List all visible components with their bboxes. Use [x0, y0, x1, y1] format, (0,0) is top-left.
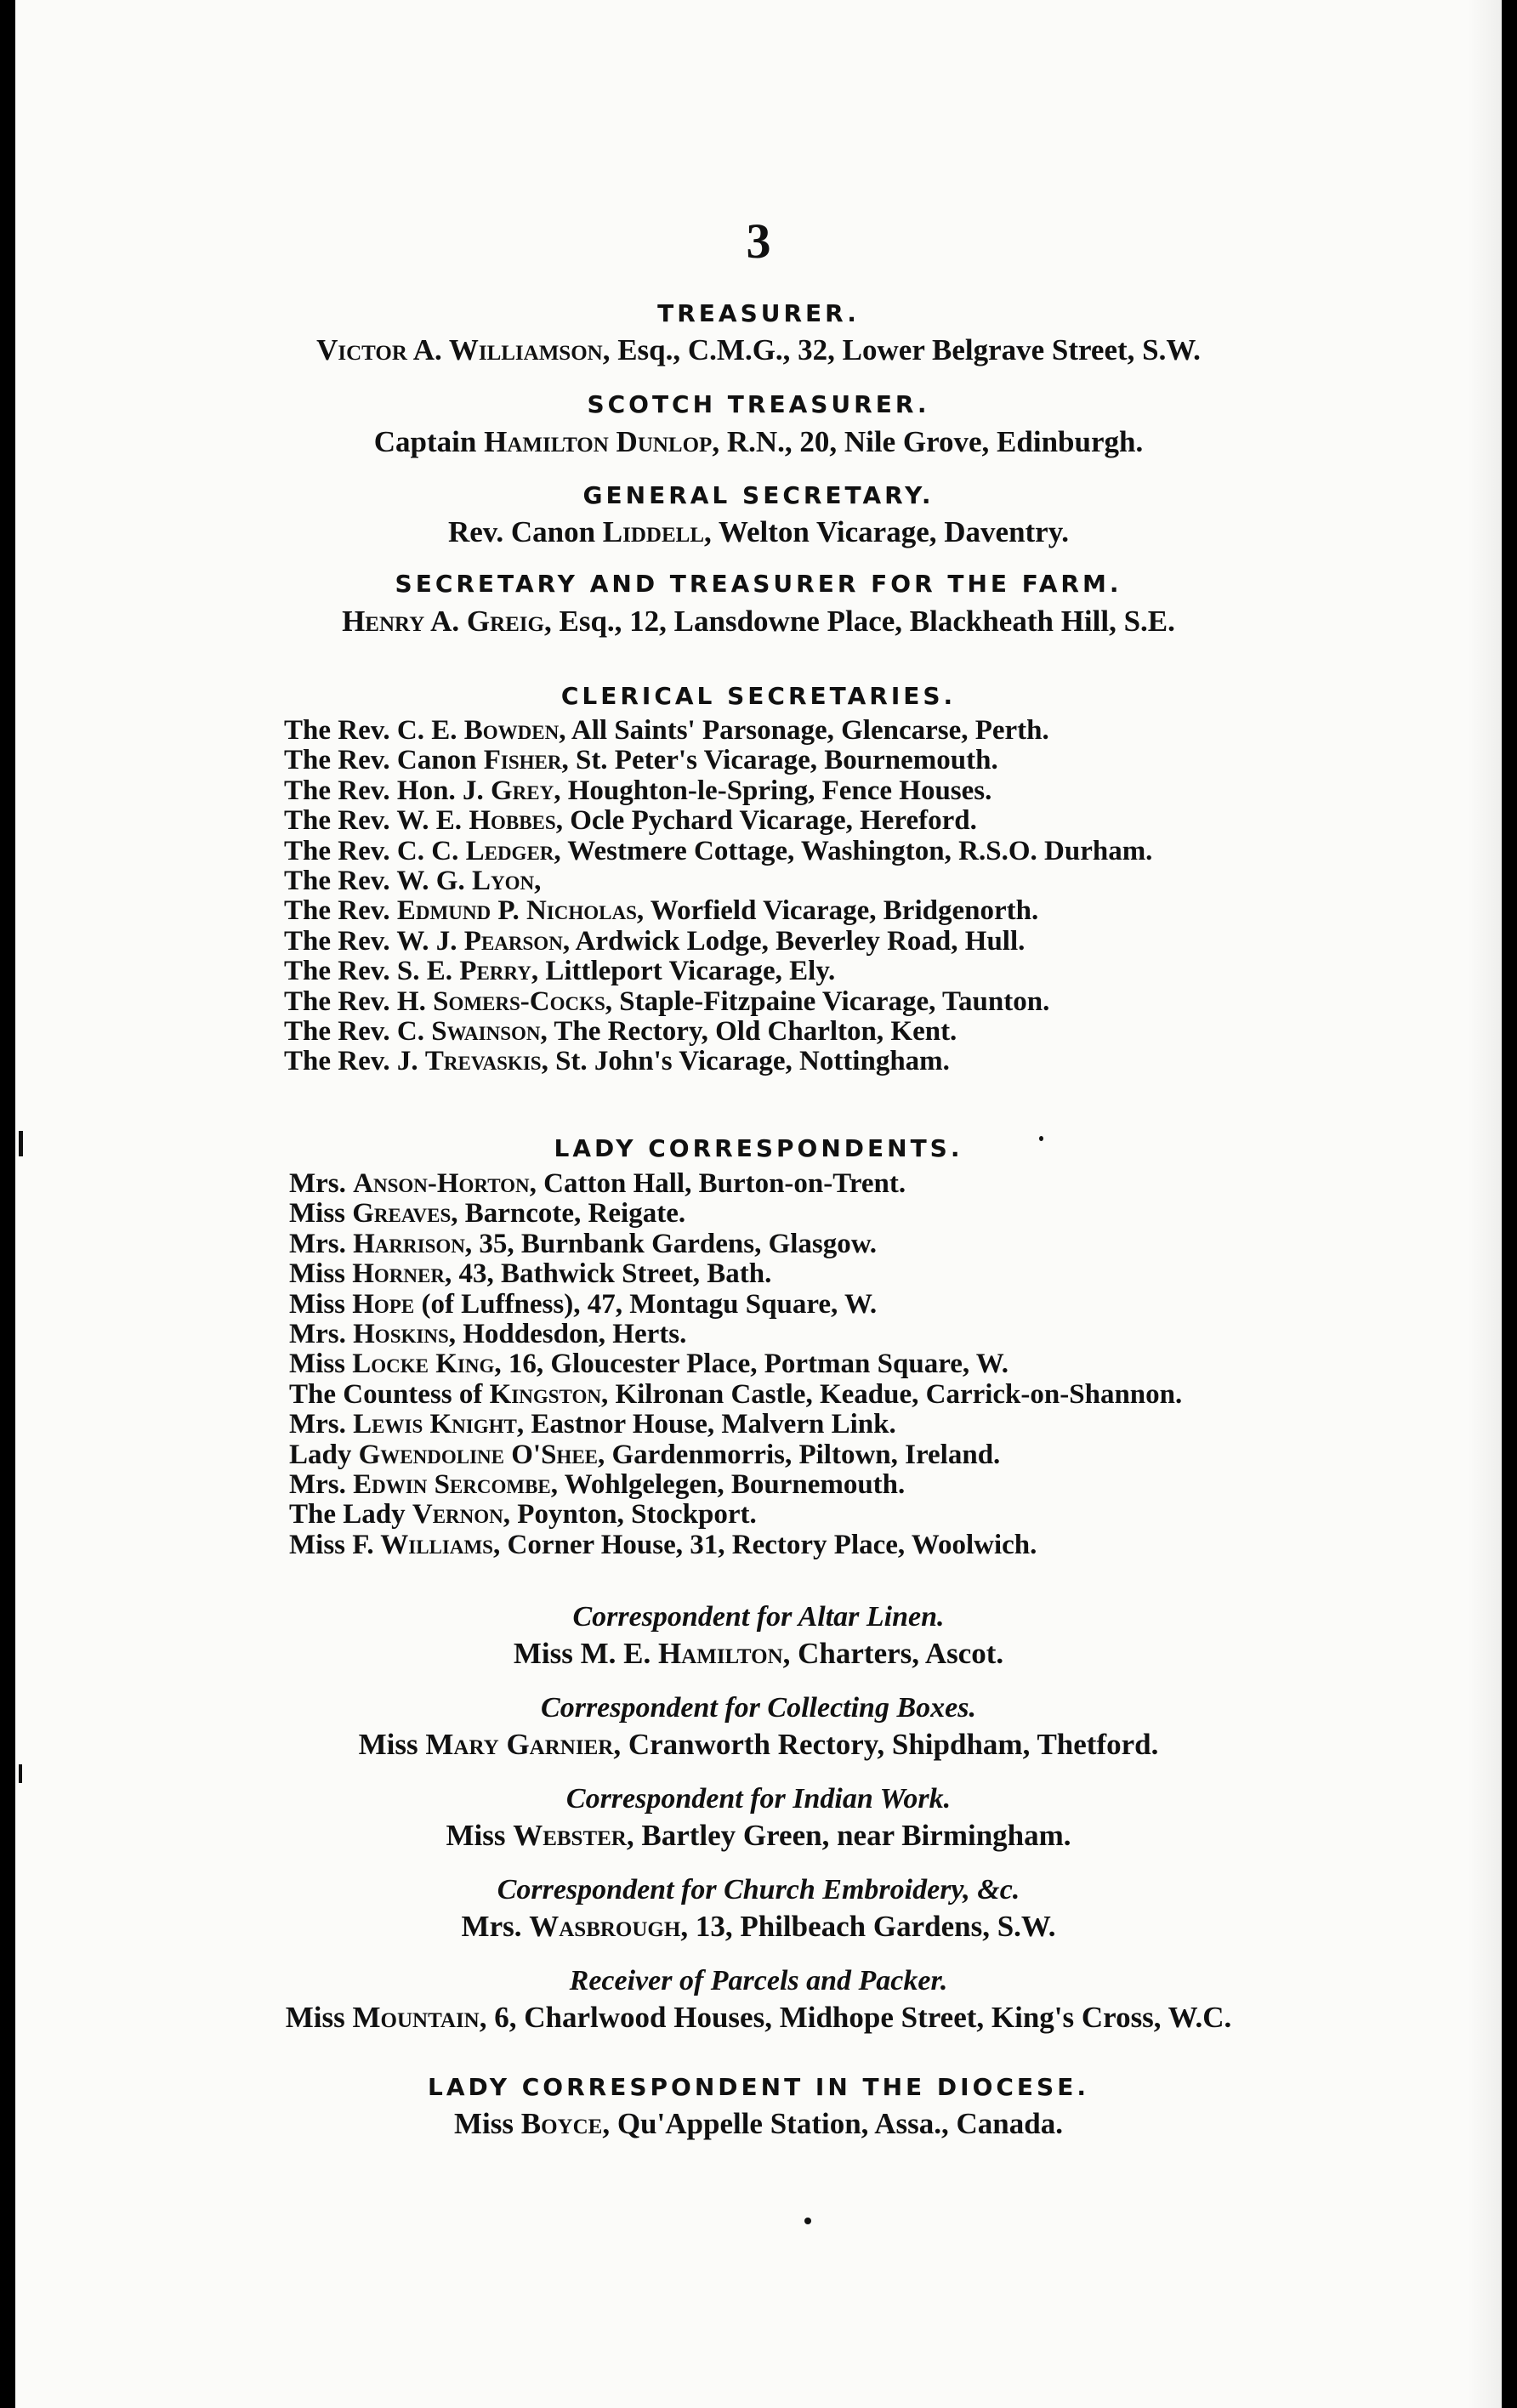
farm-secretary-line: Henry A. Greig, Esq., 12, Lansdowne Place, Blackheath Hill, S.E. [342, 605, 1175, 638]
list-item: The Rev. Canon Fisher, St. Peter's Vicarage, Bournemouth. [284, 745, 998, 776]
list-item: The Rev. C. Swainson, The Rectory, Old Charlton, Kent. [284, 1015, 957, 1047]
scotch-treasurer-heading: SCOTCH TREASURER. [587, 390, 930, 418]
parcels-line: Miss Mountain, 6, Charlwood Houses, Midhope Street, King's Cross, W.C. [285, 2001, 1232, 2034]
clerical-secretaries-list [284, 716, 1152, 1077]
church-embroidery-heading: Correspondent for Church Embroidery, &c. [497, 1874, 1020, 1905]
altar-linen-line: Miss M. E. Hamilton, Charters, Ascot. [513, 1637, 1004, 1670]
general-secretary-line: Rev. Canon Liddell, Welton Vicarage, Daventry. [447, 515, 1070, 548]
list-item: The Rev. W. E. Hobbes, Ocle Pychard Vicarage, Hereford. [284, 805, 977, 837]
church-embroidery-line: Mrs. Wasbrough, 13, Philbeach Gardens, S.W. [461, 1910, 1056, 1943]
list-item: Mrs. Anson-Horton, Catton Hall, Burton-on-Trent. [289, 1168, 906, 1199]
diocese-line: Miss Boyce, Qu'Appelle Station, Assa., Canada. [454, 2107, 1063, 2140]
clerical-secretaries-heading: CLERICAL SECRETARIES. [560, 682, 957, 710]
lady-correspondents-heading: LADY CORRESPONDENTS. [554, 1134, 963, 1162]
list-item: Miss Horner, 43, Bathwick Street, Bath. [289, 1258, 772, 1290]
list-item: Miss Hope (of Luffness), 47, Montagu Square, W. [289, 1288, 878, 1320]
list-item: Miss Locke King, 16, Gloucester Place, Portman Square, W. [289, 1349, 1009, 1380]
ink-speck [804, 2218, 811, 2224]
list-item: The Rev. S. E. Perry, Littleport Vicarage, Ely. [284, 956, 836, 987]
list-item: Mrs. Harrison, 35, Burnbank Gardens, Glasgow. [289, 1228, 878, 1259]
list-item: Mrs. Hoskins, Hoddesdon, Herts. [289, 1318, 687, 1349]
list-item: The Rev. Hon. J. Grey, Houghton-le-Spring, Fence Houses. [284, 775, 992, 806]
farm-secretary-heading: SECRETARY AND TREASURER FOR THE FARM. [395, 570, 1122, 598]
treasurer-line: Victor A. Williamson, Esq., C.M.G., 32, Lower Belgrave Street, S.W. [316, 333, 1201, 366]
parcels-heading: Receiver of Parcels and Packer. [569, 1965, 948, 1996]
binding-mark [19, 1131, 23, 1156]
list-item: Miss Greaves, Barncote, Reigate. [289, 1198, 686, 1230]
ink-speck [1039, 1136, 1043, 1141]
list-item: The Rev. J. Trevaskis, St. John's Vicarage, Nottingham. [284, 1046, 950, 1077]
page-number: 3 [746, 213, 771, 269]
list-item: The Lady Vernon, Poynton, Stockport. [289, 1499, 757, 1531]
document-page [15, 0, 1502, 2408]
list-item: The Rev. W. G. Lyon, [284, 865, 542, 896]
list-item: The Rev. W. J. Pearson, Ardwick Lodge, Beverley Road, Hull. [284, 925, 1026, 957]
list-item: The Rev. Edmund P. Nicholas, Worfield Vicarage, Bridgenorth. [284, 895, 1039, 927]
list-item: The Rev. C. C. Ledger, Westmere Cottage, Washington, R.S.O. Durham. [284, 835, 1153, 866]
list-item: Lady Gwendoline O'Shee, Gardenmorris, Piltown, Ireland. [289, 1439, 1001, 1470]
list-item: The Rev. C. E. Bowden, All Saints' Parsonage, Glencarse, Perth. [284, 715, 1049, 746]
list-item: Miss F. Williams, Corner House, 31, Rectory Place, Woolwich. [289, 1529, 1037, 1560]
altar-linen-heading: Correspondent for Altar Linen. [572, 1601, 945, 1633]
binding-mark [19, 1764, 22, 1783]
collecting-boxes-heading: Correspondent for Collecting Boxes. [541, 1692, 976, 1724]
list-item: Mrs. Lewis Knight, Eastnor House, Malvern Link. [289, 1409, 896, 1440]
list-item: Mrs. Edwin Sercombe, Wohlgelegen, Bournemouth. [289, 1468, 906, 1500]
indian-work-line: Miss Webster, Bartley Green, near Birmingham. [446, 1819, 1071, 1852]
general-secretary-heading: GENERAL SECRETARY. [582, 481, 935, 509]
treasurer-heading: TREASURER. [657, 299, 860, 327]
list-item: The Rev. H. Somers-Cocks, Staple-Fitzpaine Vicarage, Taunton. [284, 985, 1050, 1017]
lady-correspondents-list [289, 1169, 1182, 1560]
diocese-heading: LADY CORRESPONDENT IN THE DIOCESE. [428, 2073, 1089, 2101]
collecting-boxes-line: Miss Mary Garnier, Cranworth Rectory, Shipdham, Thetford. [358, 1728, 1159, 1761]
list-item: The Countess of Kingston, Kilronan Castle, Keadue, Carrick-on-Shannon. [289, 1378, 1183, 1410]
scotch-treasurer-line: Captain Hamilton Dunlop, R.N., 20, Nile Grove, Edinburgh. [373, 425, 1144, 458]
indian-work-heading: Correspondent for Indian Work. [565, 1783, 952, 1815]
